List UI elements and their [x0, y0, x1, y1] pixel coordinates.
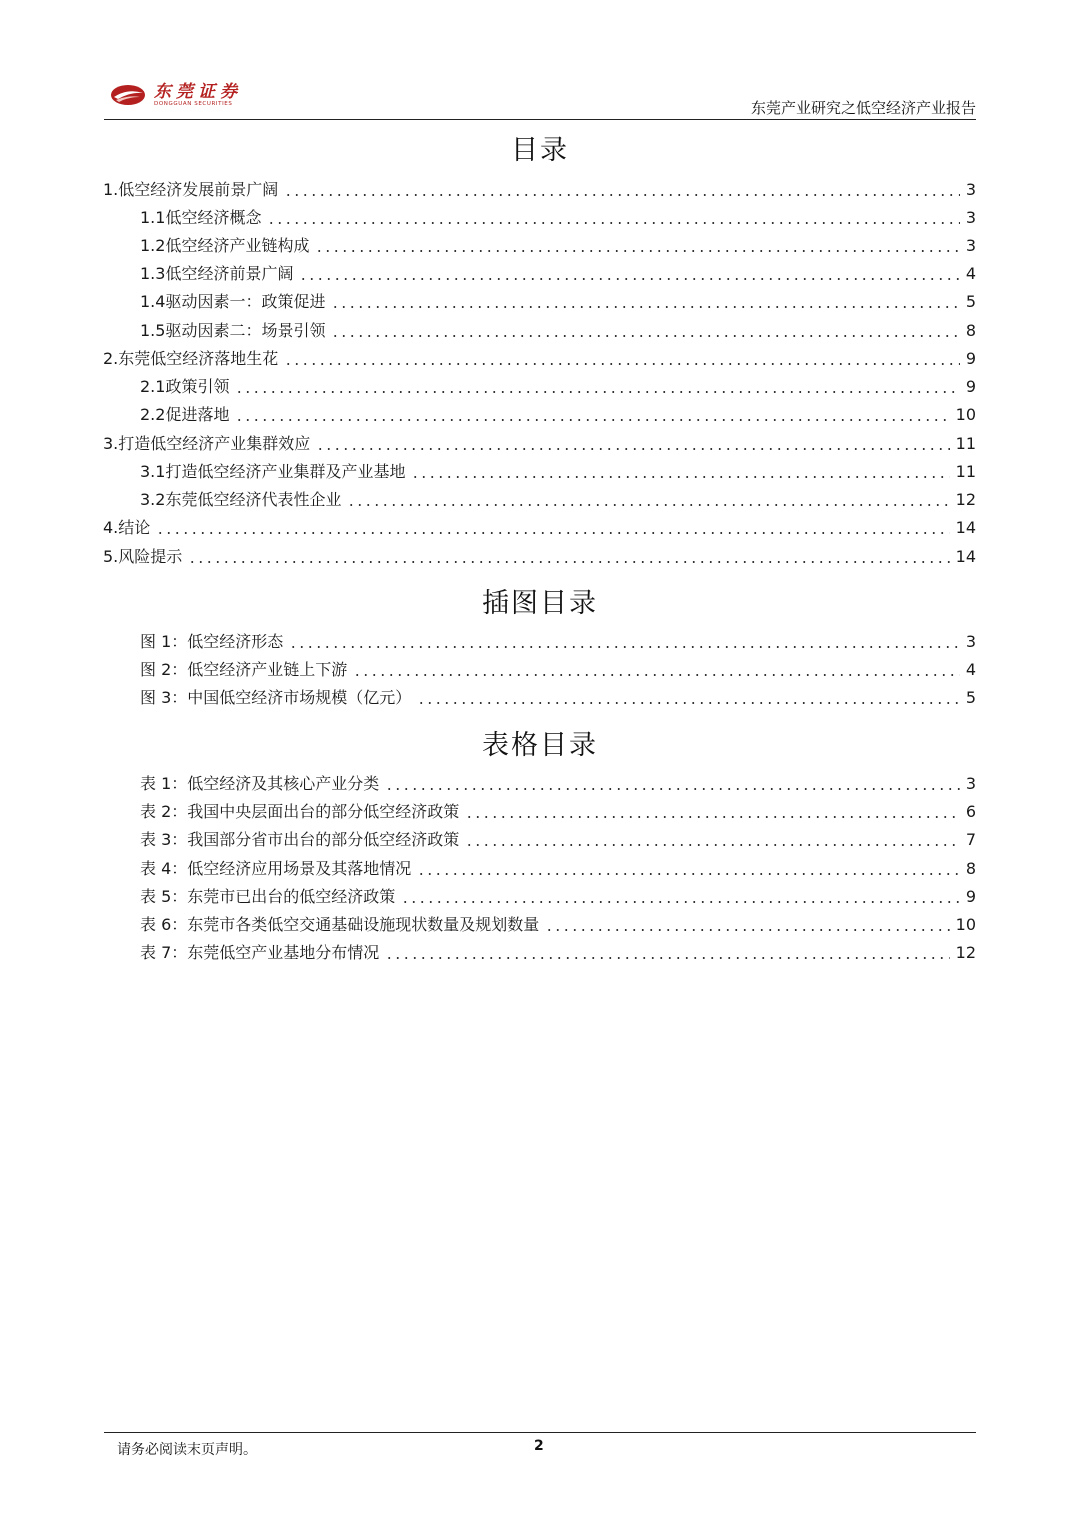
toc-item-number: 3.2 [140, 490, 166, 509]
dot-leader [353, 674, 960, 676]
table-item-page: 3 [965, 774, 976, 793]
dot-leader [347, 504, 949, 506]
toc-item-number: 4. [103, 518, 119, 537]
toc-item-page: 14 [955, 518, 976, 537]
toc-item-number: 1.4 [140, 292, 166, 311]
header-divider [104, 119, 976, 120]
dot-leader [465, 844, 960, 846]
toc-item-label: 驱动因素二：场景引领 [165, 321, 326, 340]
toc-item[interactable] [103, 545, 976, 567]
toc-item-number: 1.1 [140, 208, 166, 227]
toc-item-number: 1.3 [140, 264, 166, 283]
dot-leader [401, 901, 960, 903]
toc-item-page: 3 [965, 208, 976, 227]
table-item-label: 表 2：我国中央层面出台的部分低空经济政策 [140, 802, 460, 821]
dot-leader [188, 561, 949, 563]
logo-chinese-name: 东莞证券 [154, 81, 242, 102]
table-item-label: 表 7：东莞低空产业基地分布情况 [140, 943, 380, 962]
dot-leader [289, 646, 960, 648]
table-item[interactable] [140, 941, 976, 963]
toc-item[interactable] [103, 178, 976, 200]
table-item-page: 10 [955, 915, 976, 934]
dot-leader [284, 363, 960, 365]
toc-item-label: 低空经济前景广阔 [165, 264, 294, 283]
dot-leader [417, 873, 960, 875]
figure-item[interactable] [140, 686, 976, 708]
toc-item[interactable] [140, 375, 976, 397]
toc-item-label: 东莞低空经济落地生花 [118, 349, 279, 368]
figure-item[interactable] [140, 658, 976, 680]
table-item-page: 7 [965, 830, 976, 849]
figure-item-page: 4 [965, 660, 976, 679]
table-item-label: 表 4：低空经济应用场景及其落地情况 [140, 859, 412, 878]
toc-item-number: 1.5 [140, 321, 166, 340]
toc-item-number: 5. [103, 547, 119, 566]
figure-item[interactable] [140, 630, 976, 652]
toc-item-number: 2.1 [140, 377, 166, 396]
tables-title: 表格目录 [482, 730, 598, 761]
toc-item-number: 2.2 [140, 405, 166, 424]
toc-item[interactable] [103, 347, 976, 369]
dot-leader [315, 250, 959, 252]
table-item-page: 6 [965, 802, 976, 821]
dot-leader [465, 816, 960, 818]
table-item[interactable] [140, 772, 976, 794]
logo-english-name: DONGGUAN SECURITIES [154, 100, 233, 107]
dot-leader [331, 306, 959, 308]
dot-leader [545, 929, 949, 931]
disclaimer-note: 请务必阅读末页声明。 [117, 1442, 257, 1458]
dot-leader [299, 278, 959, 280]
toc-item[interactable] [140, 460, 976, 482]
report-title: 东莞产业研究之低空经济产业报告 [750, 99, 976, 117]
table-item-label: 表 1：低空经济及其核心产业分类 [140, 774, 380, 793]
page-number: 2 [534, 1438, 544, 1454]
toc-item-number: 1. [103, 180, 119, 199]
figure-item-page: 5 [965, 688, 976, 707]
toc-item-page: 8 [965, 321, 976, 340]
toc-item[interactable] [103, 516, 976, 538]
figure-item-label: 图 2：低空经济产业链上下游 [140, 660, 348, 679]
toc-item-label: 打造低空经济产业集群及产业基地 [165, 462, 406, 481]
toc-item-number: 1.2 [140, 236, 166, 255]
table-item[interactable] [140, 857, 976, 879]
logo-emblem-icon [110, 84, 146, 106]
table-item-label: 表 3：我国部分省市出台的部分低空经济政策 [140, 830, 460, 849]
dot-leader [267, 222, 959, 224]
dot-leader [156, 532, 949, 534]
dot-leader [235, 391, 959, 393]
toc-item-number: 2. [103, 349, 119, 368]
footer-divider [104, 1432, 976, 1433]
table-item[interactable] [140, 885, 976, 907]
toc-item-label: 低空经济产业链构成 [165, 236, 310, 255]
toc-item-page: 3 [965, 236, 976, 255]
table-item-label: 表 6：东莞市各类低空交通基础设施现状数量及规划数量 [140, 915, 540, 934]
toc-item-page: 11 [955, 434, 976, 453]
toc-item[interactable] [103, 432, 976, 454]
toc-item-label: 促进落地 [165, 405, 230, 424]
figure-item-label: 图 3：中国低空经济市场规模（亿元） [140, 688, 412, 707]
toc-title: 目录 [511, 135, 569, 166]
table-item-label: 表 5：东莞市已出台的低空经济政策 [140, 887, 396, 906]
toc-item[interactable] [140, 262, 976, 284]
toc-item[interactable] [140, 403, 976, 425]
toc-item-page: 11 [955, 462, 976, 481]
toc-item-page: 5 [965, 292, 976, 311]
table-item-page: 8 [965, 859, 976, 878]
company-logo [110, 80, 242, 110]
dot-leader [385, 788, 960, 790]
table-item[interactable] [140, 913, 976, 935]
toc-item[interactable] [140, 234, 976, 256]
table-item[interactable] [140, 828, 976, 850]
figure-item-page: 3 [965, 632, 976, 651]
dot-leader [331, 335, 959, 337]
table-item[interactable] [140, 800, 976, 822]
dot-leader [235, 419, 949, 421]
figures-title: 插图目录 [482, 588, 598, 619]
toc-item-label: 结论 [118, 518, 151, 537]
toc-item-label: 政策引领 [165, 377, 230, 396]
dot-leader [417, 702, 960, 704]
toc-item-page: 10 [955, 405, 976, 424]
toc-item[interactable] [140, 319, 976, 341]
toc-item[interactable] [140, 290, 976, 312]
toc-item-page: 3 [965, 180, 976, 199]
toc-item-label: 打造低空经济产业集群效应 [118, 434, 311, 453]
toc-item-page: 9 [965, 349, 976, 368]
toc-item-label: 东莞低空经济代表性企业 [165, 490, 342, 509]
toc-item-label: 低空经济概念 [165, 208, 262, 227]
toc-item-label: 低空经济发展前景广阔 [118, 180, 279, 199]
figure-item-label: 图 1：低空经济形态 [140, 632, 284, 651]
table-item-page: 9 [965, 887, 976, 906]
table-item-page: 12 [955, 943, 976, 962]
toc-item-page: 4 [965, 264, 976, 283]
toc-item-label: 风险提示 [118, 547, 183, 566]
toc-item-page: 14 [955, 547, 976, 566]
dot-leader [385, 957, 949, 959]
toc-item-page: 9 [965, 377, 976, 396]
toc-item[interactable] [140, 488, 976, 510]
toc-item-number: 3. [103, 434, 119, 453]
toc-item-label: 驱动因素一：政策促进 [165, 292, 326, 311]
dot-leader [284, 194, 960, 196]
dot-leader [411, 476, 949, 478]
dot-leader [316, 448, 949, 450]
toc-item[interactable] [140, 206, 976, 228]
toc-item-page: 12 [955, 490, 976, 509]
toc-item-number: 3.1 [140, 462, 166, 481]
